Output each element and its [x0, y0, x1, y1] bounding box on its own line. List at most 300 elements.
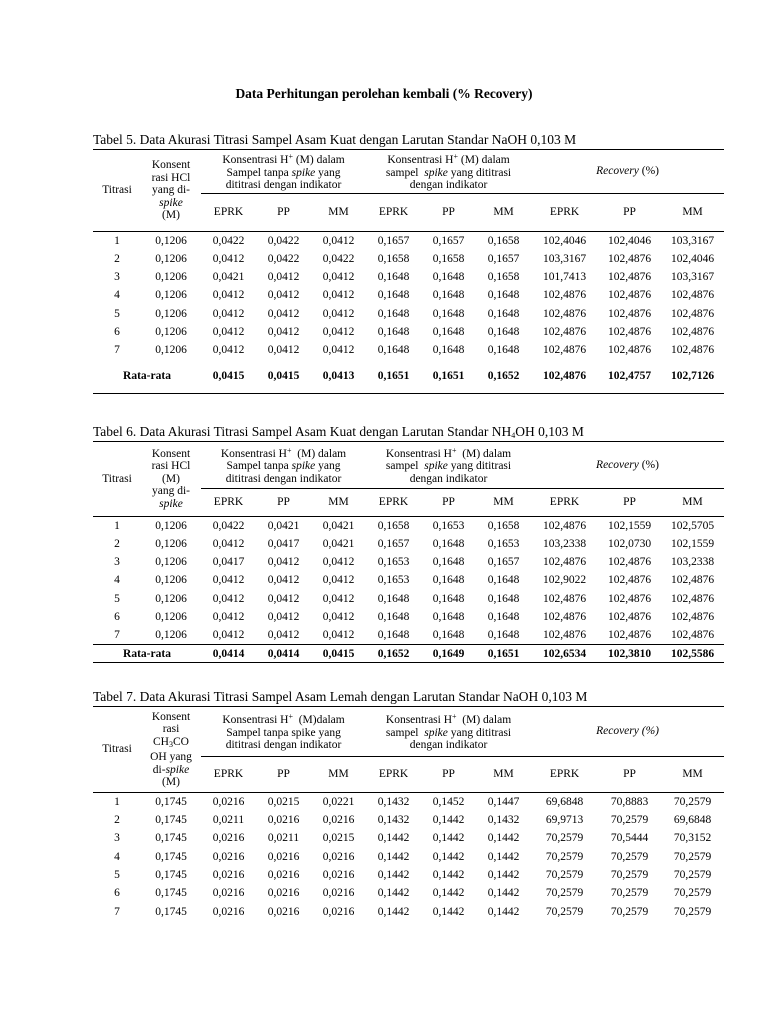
value-cell: 0,1648 [487, 610, 520, 623]
row-number-cell: 2 [114, 253, 120, 266]
value-cell: 0,1206 [155, 556, 187, 569]
table-6 [93, 441, 724, 663]
average-cell: 0,0415 [311, 645, 366, 663]
value-cell: 0,0412 [267, 307, 300, 320]
average-row [93, 645, 724, 663]
value-cell: 0,0412 [212, 574, 245, 587]
value-cell: 0,0412 [322, 574, 355, 587]
value-cell: 102,4876 [670, 610, 715, 623]
table-row [93, 866, 724, 884]
value-cell: 0,1745 [155, 869, 187, 882]
value-cell: 0,0422 [267, 234, 300, 247]
method-header: PP [598, 194, 661, 232]
value-cell: 0,1206 [155, 253, 187, 266]
value-cell: 0,1745 [155, 814, 187, 827]
value-cell: 0,1648 [377, 271, 410, 284]
method-header: EPRK [201, 194, 256, 232]
value-cell: 0,1442 [432, 814, 465, 827]
value-cell: 0,1648 [432, 610, 465, 623]
value-cell: 70,2579 [545, 850, 584, 863]
value-cell: 0,1442 [377, 905, 410, 918]
col-concentration-header: Konsent rasi HCl yang di- spike (M) [141, 150, 201, 232]
value-cell: 0,1442 [487, 850, 520, 863]
value-cell: 0,1206 [155, 574, 187, 587]
value-cell: 69,6848 [545, 795, 584, 808]
value-cell: 0,0215 [322, 832, 355, 845]
method-header: EPRK [366, 757, 421, 793]
method-header: MM [311, 489, 366, 517]
value-cell: 102,4876 [607, 343, 652, 356]
value-cell: 0,1648 [432, 592, 465, 605]
table-7 [93, 706, 724, 921]
value-cell: 0,0412 [322, 343, 355, 356]
value-cell: 102,1559 [670, 538, 715, 551]
average-cell: 0,0413 [311, 359, 366, 394]
value-cell: 0,1206 [155, 271, 187, 284]
value-cell: 102,9022 [542, 574, 587, 587]
value-cell: 70,2579 [545, 869, 584, 882]
table-6-caption: Tabel 6. Data Akurasi Titrasi Sampel Asam Kuat dengan Larutan Standar $NH_4OH$ 0,103 M [93, 424, 584, 440]
value-cell: 0,1657 [487, 253, 520, 266]
value-cell: 0,1442 [487, 905, 520, 918]
value-cell: 0,1442 [432, 832, 465, 845]
group-spiked-header: Konsentrasi H+ (M) dalam sampel spike yang dititrasi dengan indikator [366, 442, 531, 489]
average-cell: 0,0414 [256, 645, 311, 663]
value-cell: 0,0412 [322, 628, 355, 641]
value-cell: 70,3152 [673, 832, 712, 845]
average-cell: 102,7126 [661, 359, 724, 394]
table-row [93, 232, 724, 251]
average-cell: 102,3810 [598, 645, 661, 663]
value-cell: 0,0216 [212, 850, 245, 863]
table-row [93, 626, 724, 645]
value-cell: 0,1648 [432, 574, 465, 587]
value-cell: 0,0412 [212, 325, 245, 338]
row-number-cell: 2 [114, 814, 120, 827]
value-cell: 0,1658 [487, 271, 520, 284]
table-row [93, 903, 724, 921]
row-number-cell: 4 [114, 289, 120, 302]
value-cell: 0,1648 [487, 307, 520, 320]
value-cell: 102,4876 [607, 592, 652, 605]
row-number-cell: 7 [114, 628, 120, 641]
row-number-cell: 7 [114, 905, 120, 918]
value-cell: 102,4876 [607, 271, 652, 284]
group-unspiked-header: Konsentrasi H+ (M) dalam Sampel tanpa spike yang dititrasi dengan indikator [201, 442, 366, 489]
average-cell: 0,0415 [256, 359, 311, 394]
value-cell: 0,1648 [377, 610, 410, 623]
average-cell: 0,1651 [476, 645, 531, 663]
group-recovery-header: Recovery (%) [531, 707, 724, 757]
method-header: MM [661, 757, 724, 793]
value-cell: 102,4876 [542, 343, 587, 356]
value-cell: 0,1432 [377, 795, 410, 808]
value-cell: 102,4876 [542, 519, 587, 532]
value-cell: 70,2579 [673, 887, 712, 900]
value-cell: 0,1452 [432, 795, 465, 808]
method-header: EPRK [201, 489, 256, 517]
value-cell: 0,1653 [487, 538, 520, 551]
value-cell: 0,0216 [322, 887, 355, 900]
value-cell: 0,0412 [267, 289, 300, 302]
value-cell: 0,1442 [487, 869, 520, 882]
value-cell: 0,1658 [377, 519, 410, 532]
value-cell: 102,4876 [542, 592, 587, 605]
average-cell: 102,5586 [661, 645, 724, 663]
average-cell: 0,0414 [201, 645, 256, 663]
group-recovery-header: Recovery (%) [531, 150, 724, 194]
value-cell: 102,4046 [542, 234, 587, 247]
value-cell: 0,0412 [322, 289, 355, 302]
method-header: PP [256, 194, 311, 232]
average-cell: 0,1649 [421, 645, 476, 663]
average-cell: 102,4876 [531, 359, 598, 394]
col-concentration-header: Konsent rasi HCl (M) yang di- spike [141, 442, 201, 517]
table-row [93, 572, 724, 590]
value-cell: 0,1648 [432, 325, 465, 338]
value-cell: 0,1658 [432, 253, 465, 266]
group-recovery-header: Recovery (%) [531, 442, 724, 489]
value-cell: 0,0412 [267, 610, 300, 623]
value-cell: 102,4876 [542, 628, 587, 641]
value-cell: 0,0412 [212, 610, 245, 623]
table-row [93, 250, 724, 268]
average-cell: 102,6534 [531, 645, 598, 663]
table-row [93, 323, 724, 341]
group-spiked-header: Konsentrasi H+ (M) dalam sampel spike yang dititrasi dengan indikator [366, 707, 531, 757]
value-cell: 102,4876 [542, 556, 587, 569]
table-row [93, 553, 724, 571]
value-cell: 102,4046 [607, 234, 652, 247]
method-header: PP [421, 757, 476, 793]
row-number-cell: 7 [114, 343, 120, 356]
value-cell: 69,6848 [673, 814, 712, 827]
value-cell: 103,2338 [670, 556, 715, 569]
row-number-cell: 6 [114, 610, 120, 623]
value-cell: 0,1648 [432, 556, 465, 569]
value-cell: 0,0412 [267, 628, 300, 641]
value-cell: 0,1206 [155, 519, 187, 532]
value-cell: 0,1658 [377, 253, 410, 266]
row-number-cell: 5 [114, 307, 120, 320]
value-cell: 0,1648 [487, 574, 520, 587]
value-cell: 0,1745 [155, 850, 187, 863]
value-cell: 0,0216 [322, 850, 355, 863]
value-cell: 103,3167 [542, 253, 587, 266]
value-cell: 102,4876 [607, 556, 652, 569]
row-number-cell: 1 [114, 234, 120, 247]
value-cell: 0,1442 [377, 887, 410, 900]
value-cell: 0,1442 [432, 905, 465, 918]
method-header: EPRK [531, 489, 598, 517]
value-cell: 70,2579 [610, 905, 649, 918]
value-cell: 0,1745 [155, 795, 187, 808]
value-cell: 0,0216 [212, 887, 245, 900]
table-row [93, 884, 724, 902]
value-cell: 0,0412 [212, 253, 245, 266]
value-cell: 0,1657 [377, 234, 410, 247]
method-header: EPRK [531, 757, 598, 793]
value-cell: 0,0221 [322, 795, 355, 808]
value-cell: 0,1745 [155, 832, 187, 845]
value-cell: 0,1206 [155, 343, 187, 356]
row-number-cell: 4 [114, 574, 120, 587]
value-cell: 0,0216 [212, 905, 245, 918]
value-cell: 0,1442 [377, 850, 410, 863]
value-cell: 102,4876 [670, 289, 715, 302]
value-cell: 0,0412 [267, 592, 300, 605]
value-cell: 0,0422 [212, 234, 245, 247]
row-number-cell: 6 [114, 325, 120, 338]
method-header: PP [421, 194, 476, 232]
value-cell: 0,1442 [432, 850, 465, 863]
value-cell: 0,1206 [155, 628, 187, 641]
value-cell: 0,1648 [432, 271, 465, 284]
row-number-cell: 3 [114, 271, 120, 284]
table-row [93, 305, 724, 323]
value-cell: 0,0412 [267, 574, 300, 587]
row-number-cell: 5 [114, 592, 120, 605]
value-cell: 0,1442 [487, 832, 520, 845]
value-cell: 102,4876 [670, 574, 715, 587]
value-cell: 0,0412 [267, 556, 300, 569]
group-unspiked-header: Konsentrasi H+ (M) dalam Sampel tanpa spike yang dititrasi dengan indikator [201, 150, 366, 194]
col-titrasi-header: Titrasi [93, 150, 141, 232]
value-cell: 0,1648 [487, 343, 520, 356]
value-cell: 0,1648 [432, 538, 465, 551]
method-header: MM [661, 489, 724, 517]
value-cell: 0,1648 [377, 628, 410, 641]
value-cell: 0,0216 [267, 905, 300, 918]
value-cell: 70,2579 [545, 905, 584, 918]
table-row [93, 608, 724, 626]
row-number-cell: 3 [114, 556, 120, 569]
page-title: Data Perhitungan perolehan kembali (% Recovery) [235, 86, 533, 101]
value-cell: 102,4876 [670, 307, 715, 320]
row-number-cell: 2 [114, 538, 120, 551]
value-cell: 0,1648 [432, 289, 465, 302]
method-header: PP [598, 757, 661, 793]
value-cell: 101,7413 [542, 271, 587, 284]
value-cell: 102,4876 [607, 253, 652, 266]
row-number-cell: 1 [114, 519, 120, 532]
value-cell: 103,2338 [542, 538, 587, 551]
value-cell: 102,4876 [607, 628, 652, 641]
value-cell: 70,2579 [610, 887, 649, 900]
value-cell: 0,0412 [322, 307, 355, 320]
method-header: PP [256, 757, 311, 793]
row-number-cell: 3 [114, 832, 120, 845]
value-cell: 0,1648 [377, 592, 410, 605]
value-cell: 0,1653 [377, 556, 410, 569]
value-cell: 0,1745 [155, 887, 187, 900]
average-cell: 102,4757 [598, 359, 661, 394]
value-cell: 102,4876 [542, 325, 587, 338]
value-cell: 102,4046 [670, 253, 715, 266]
method-header: MM [661, 194, 724, 232]
value-cell: 102,4876 [670, 325, 715, 338]
value-cell: 0,0216 [322, 869, 355, 882]
method-header: MM [311, 194, 366, 232]
value-cell: 0,1447 [487, 795, 520, 808]
value-cell: 0,1206 [155, 234, 187, 247]
value-cell: 0,1653 [377, 574, 410, 587]
value-cell: 0,0216 [322, 814, 355, 827]
value-cell: 0,0412 [322, 234, 355, 247]
value-cell: 0,0412 [322, 592, 355, 605]
table-5-caption: Tabel 5. Data Akurasi Titrasi Sampel Asam Kuat dengan Larutan Standar NaOH 0,103 M [93, 132, 577, 147]
value-cell: 0,1648 [432, 628, 465, 641]
average-label: Rata-rata [93, 359, 201, 394]
row-number-cell: 5 [114, 869, 120, 882]
method-header: EPRK [201, 757, 256, 793]
value-cell: 0,0417 [212, 556, 245, 569]
average-label: Rata-rata [93, 645, 201, 663]
value-cell: 0,1442 [487, 887, 520, 900]
value-cell: 0,1206 [155, 307, 187, 320]
value-cell: 0,0412 [322, 610, 355, 623]
value-cell: 0,0412 [212, 628, 245, 641]
value-cell: 0,0216 [212, 869, 245, 882]
table-row [93, 268, 724, 286]
value-cell: 0,0412 [322, 325, 355, 338]
method-header: MM [311, 757, 366, 793]
value-cell: 70,2579 [610, 869, 649, 882]
col-concentration-header: Konsent rasi $CH_3CO$ OH yang di-spike (M) [141, 707, 201, 793]
value-cell: 0,0422 [212, 519, 245, 532]
value-cell: 70,2579 [673, 850, 712, 863]
value-cell: 0,1658 [487, 234, 520, 247]
value-cell: 0,1657 [487, 556, 520, 569]
value-cell: 0,1648 [487, 289, 520, 302]
value-cell: 0,0211 [267, 832, 300, 845]
value-cell: 70,2579 [673, 869, 712, 882]
value-cell: 0,0412 [267, 325, 300, 338]
value-cell: 70,2579 [610, 814, 649, 827]
value-cell: 102,4876 [542, 289, 587, 302]
method-header: EPRK [366, 194, 421, 232]
row-number-cell: 4 [114, 850, 120, 863]
method-header: PP [256, 489, 311, 517]
value-cell: 102,4876 [607, 307, 652, 320]
value-cell: 0,0216 [267, 850, 300, 863]
value-cell: 70,2579 [545, 832, 584, 845]
value-cell: 0,1442 [377, 869, 410, 882]
value-cell: 102,4876 [607, 610, 652, 623]
value-cell: 0,1442 [432, 869, 465, 882]
value-cell: 0,0421 [212, 271, 245, 284]
method-header: EPRK [366, 489, 421, 517]
value-cell: 70,2579 [610, 850, 649, 863]
table-row [93, 287, 724, 305]
value-cell: 0,1206 [155, 538, 187, 551]
value-cell: 70,2579 [545, 887, 584, 900]
method-header: MM [476, 489, 531, 517]
table-row [93, 793, 724, 812]
value-cell: 0,0412 [212, 592, 245, 605]
value-cell: 102,5705 [670, 519, 715, 532]
value-cell: 0,0421 [322, 519, 355, 532]
value-cell: 0,0216 [267, 887, 300, 900]
method-header: PP [598, 489, 661, 517]
value-cell: 103,3167 [670, 271, 715, 284]
value-cell: 0,1206 [155, 592, 187, 605]
value-cell: 0,1657 [432, 234, 465, 247]
value-cell: 0,0412 [267, 343, 300, 356]
value-cell: 0,0412 [212, 538, 245, 551]
value-cell: 0,1648 [377, 325, 410, 338]
value-cell: 0,0421 [322, 538, 355, 551]
average-cell: 0,0415 [201, 359, 256, 394]
table-7-caption: Tabel 7. Data Akurasi Titrasi Sampel Asam Lemah dengan Larutan Standar NaOH 0,103 M [93, 689, 588, 704]
value-cell: 102,1559 [607, 519, 652, 532]
value-cell: 0,0216 [322, 905, 355, 918]
value-cell: 0,1648 [377, 343, 410, 356]
average-cell: 0,1652 [366, 645, 421, 663]
value-cell: 0,1648 [377, 307, 410, 320]
method-header: PP [421, 489, 476, 517]
col-titrasi-header: Titrasi [93, 442, 141, 517]
value-cell: 0,1206 [155, 325, 187, 338]
value-cell: 70,5444 [610, 832, 649, 845]
value-cell: 0,1648 [487, 628, 520, 641]
value-cell: 102,4876 [670, 592, 715, 605]
value-cell: 0,0412 [322, 556, 355, 569]
value-cell: 102,4876 [542, 307, 587, 320]
value-cell: 0,1658 [487, 519, 520, 532]
average-row [93, 359, 724, 394]
table-row [93, 811, 724, 829]
value-cell: 70,2579 [673, 905, 712, 918]
value-cell: 102,4876 [607, 289, 652, 302]
table-row [93, 517, 724, 536]
table-row [93, 830, 724, 848]
value-cell: 0,0412 [267, 271, 300, 284]
value-cell: 69,9713 [545, 814, 584, 827]
value-cell: 102,4876 [670, 343, 715, 356]
value-cell: 70,8883 [610, 795, 649, 808]
value-cell: 0,0412 [212, 343, 245, 356]
table-row [93, 341, 724, 359]
value-cell: 0,1432 [377, 814, 410, 827]
value-cell: 0,1206 [155, 289, 187, 302]
value-cell: 0,1442 [377, 832, 410, 845]
average-cell: 0,1652 [476, 359, 531, 394]
value-cell: 0,1432 [487, 814, 520, 827]
value-cell: 0,1648 [487, 592, 520, 605]
value-cell: 0,0216 [267, 814, 300, 827]
value-cell: 102,4876 [670, 628, 715, 641]
value-cell: 103,3167 [670, 234, 715, 247]
value-cell: 0,0211 [212, 814, 245, 827]
method-header: MM [476, 757, 531, 793]
row-number-cell: 1 [114, 795, 120, 808]
value-cell: 0,0412 [212, 307, 245, 320]
row-number-cell: 6 [114, 887, 120, 900]
table-row [93, 535, 724, 553]
table-row [93, 848, 724, 866]
average-cell: 0,1651 [421, 359, 476, 394]
value-cell: 0,1648 [377, 289, 410, 302]
col-titrasi-header: Titrasi [93, 707, 141, 793]
value-cell: 0,0417 [267, 538, 300, 551]
value-cell: 0,1653 [432, 519, 465, 532]
value-cell: 0,0412 [322, 271, 355, 284]
group-spiked-header: Konsentrasi H+ (M) dalam sampel spike yang dititrasi dengan indikator [366, 150, 531, 194]
table-row [93, 590, 724, 608]
value-cell: 0,1657 [377, 538, 410, 551]
value-cell: 0,0216 [212, 795, 245, 808]
